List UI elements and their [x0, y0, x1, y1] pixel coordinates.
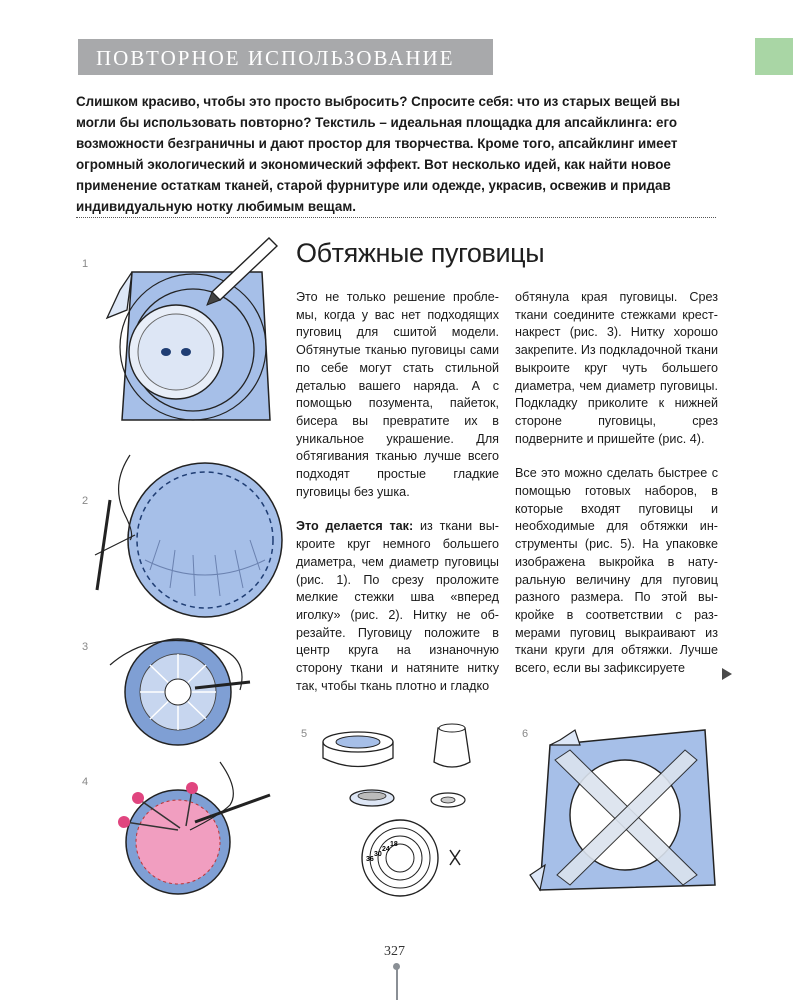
paragraph: Все это можно сделать быстрее с помощью готовых наборов, в которые входят пуговицы и необходимые для обтяжки инструменты (рис. 5). На упаковке изображена выкройка в натуральную величину для пуговиц разного размера. По этой выкройке в соответствии с размерами пуговиц выкраивают из ткани круги для обтяжки. Лучше всего, если вы зафиксируете	[515, 466, 718, 676]
intro-text: Слишком красиво, чтобы это просто выбросить? Спросите себя: что из старых вещей вы могли бы использовать повторно? Текстиль – идеальная площадка для апсайклинга: его возможности безграничны и дают простор для творчества. Кроме того, апсайклинг имеет огромный экологический и экономический эффект. Вот несколько идей, как найти новое применение остаткам тканей, старой фурнитуре или одежде, украсив, освежив и придав индивидуальную нотку любимым вещам.	[76, 94, 681, 214]
paragraph	[296, 518, 499, 695]
taped-fabric-illustration	[525, 725, 725, 895]
button-kit-illustration	[310, 720, 490, 900]
pattern-size: 24	[382, 846, 390, 853]
cross-stitch-illustration	[100, 630, 280, 750]
article-title: Обтяжные пуговицы	[296, 238, 545, 268]
running-stitch-circle-illustration	[75, 440, 285, 620]
fabric-square-button-illustration	[92, 230, 282, 430]
paragraph-lead: Это делается так:	[296, 519, 414, 534]
dotted-divider	[76, 217, 716, 218]
section-title: ПОВТОРНОЕ ИСПОЛЬЗОВАНИЕ	[96, 46, 455, 70]
figure-number: 1	[82, 258, 89, 270]
figure-number: 4	[82, 776, 89, 788]
figure-number: 2	[82, 495, 89, 507]
pattern-size: 18	[390, 841, 398, 848]
text-column-2	[515, 289, 718, 695]
figure-number: 5	[301, 728, 308, 740]
paragraph-body: из ткани выкроите круг немного большего диаметра, чем диаметр пуговицы (рис. 1). По срезу проложите мелкие стежки шва «вперед иголку» (рис. 2). Нитку не обрезайте. Пуговицу положите в центр круга на изнаночную сторону ткани и натяните нитку так, чтобы ткань плотно и гладко	[296, 519, 499, 693]
paragraph: Это не только решение проблемы, когда у вас нет подходящих пуговиц для сшитой модели. Обтянутые тканью пуговицы сами по себе могут стать стильной деталью вашего наряда. А с помощью позумента, пайеток, бисера вы превратите их в уникальное украшение. Для обтягивания тканью лучше всего подходят простые гладкие пуговицы без ушка.	[296, 290, 499, 499]
pattern-size: 30	[374, 851, 382, 858]
paragraph: обтянула края пуговицы. Срез ткани соедините стежками крест-накрест (рис. 3). Нитку хорошо закрепите. Из подкладочной ткани выкроите круг чуть большего диаметра, чем диаметр пуговицы. Подкладку приколите к нижней стороне пуговицы, срез подверните и пришейте (рис. 4).	[515, 290, 718, 446]
figure-number: 6	[522, 728, 529, 740]
continue-arrow-icon	[722, 668, 732, 680]
chapter-tab	[755, 38, 793, 75]
figure-number: 3	[82, 641, 89, 653]
page-number: 327	[384, 944, 405, 959]
pattern-size: 36	[366, 856, 374, 863]
pinned-lining-illustration	[100, 760, 280, 900]
page-marker-line	[396, 969, 398, 1000]
section-header-bar	[78, 39, 493, 75]
text-column-1	[296, 289, 499, 712]
